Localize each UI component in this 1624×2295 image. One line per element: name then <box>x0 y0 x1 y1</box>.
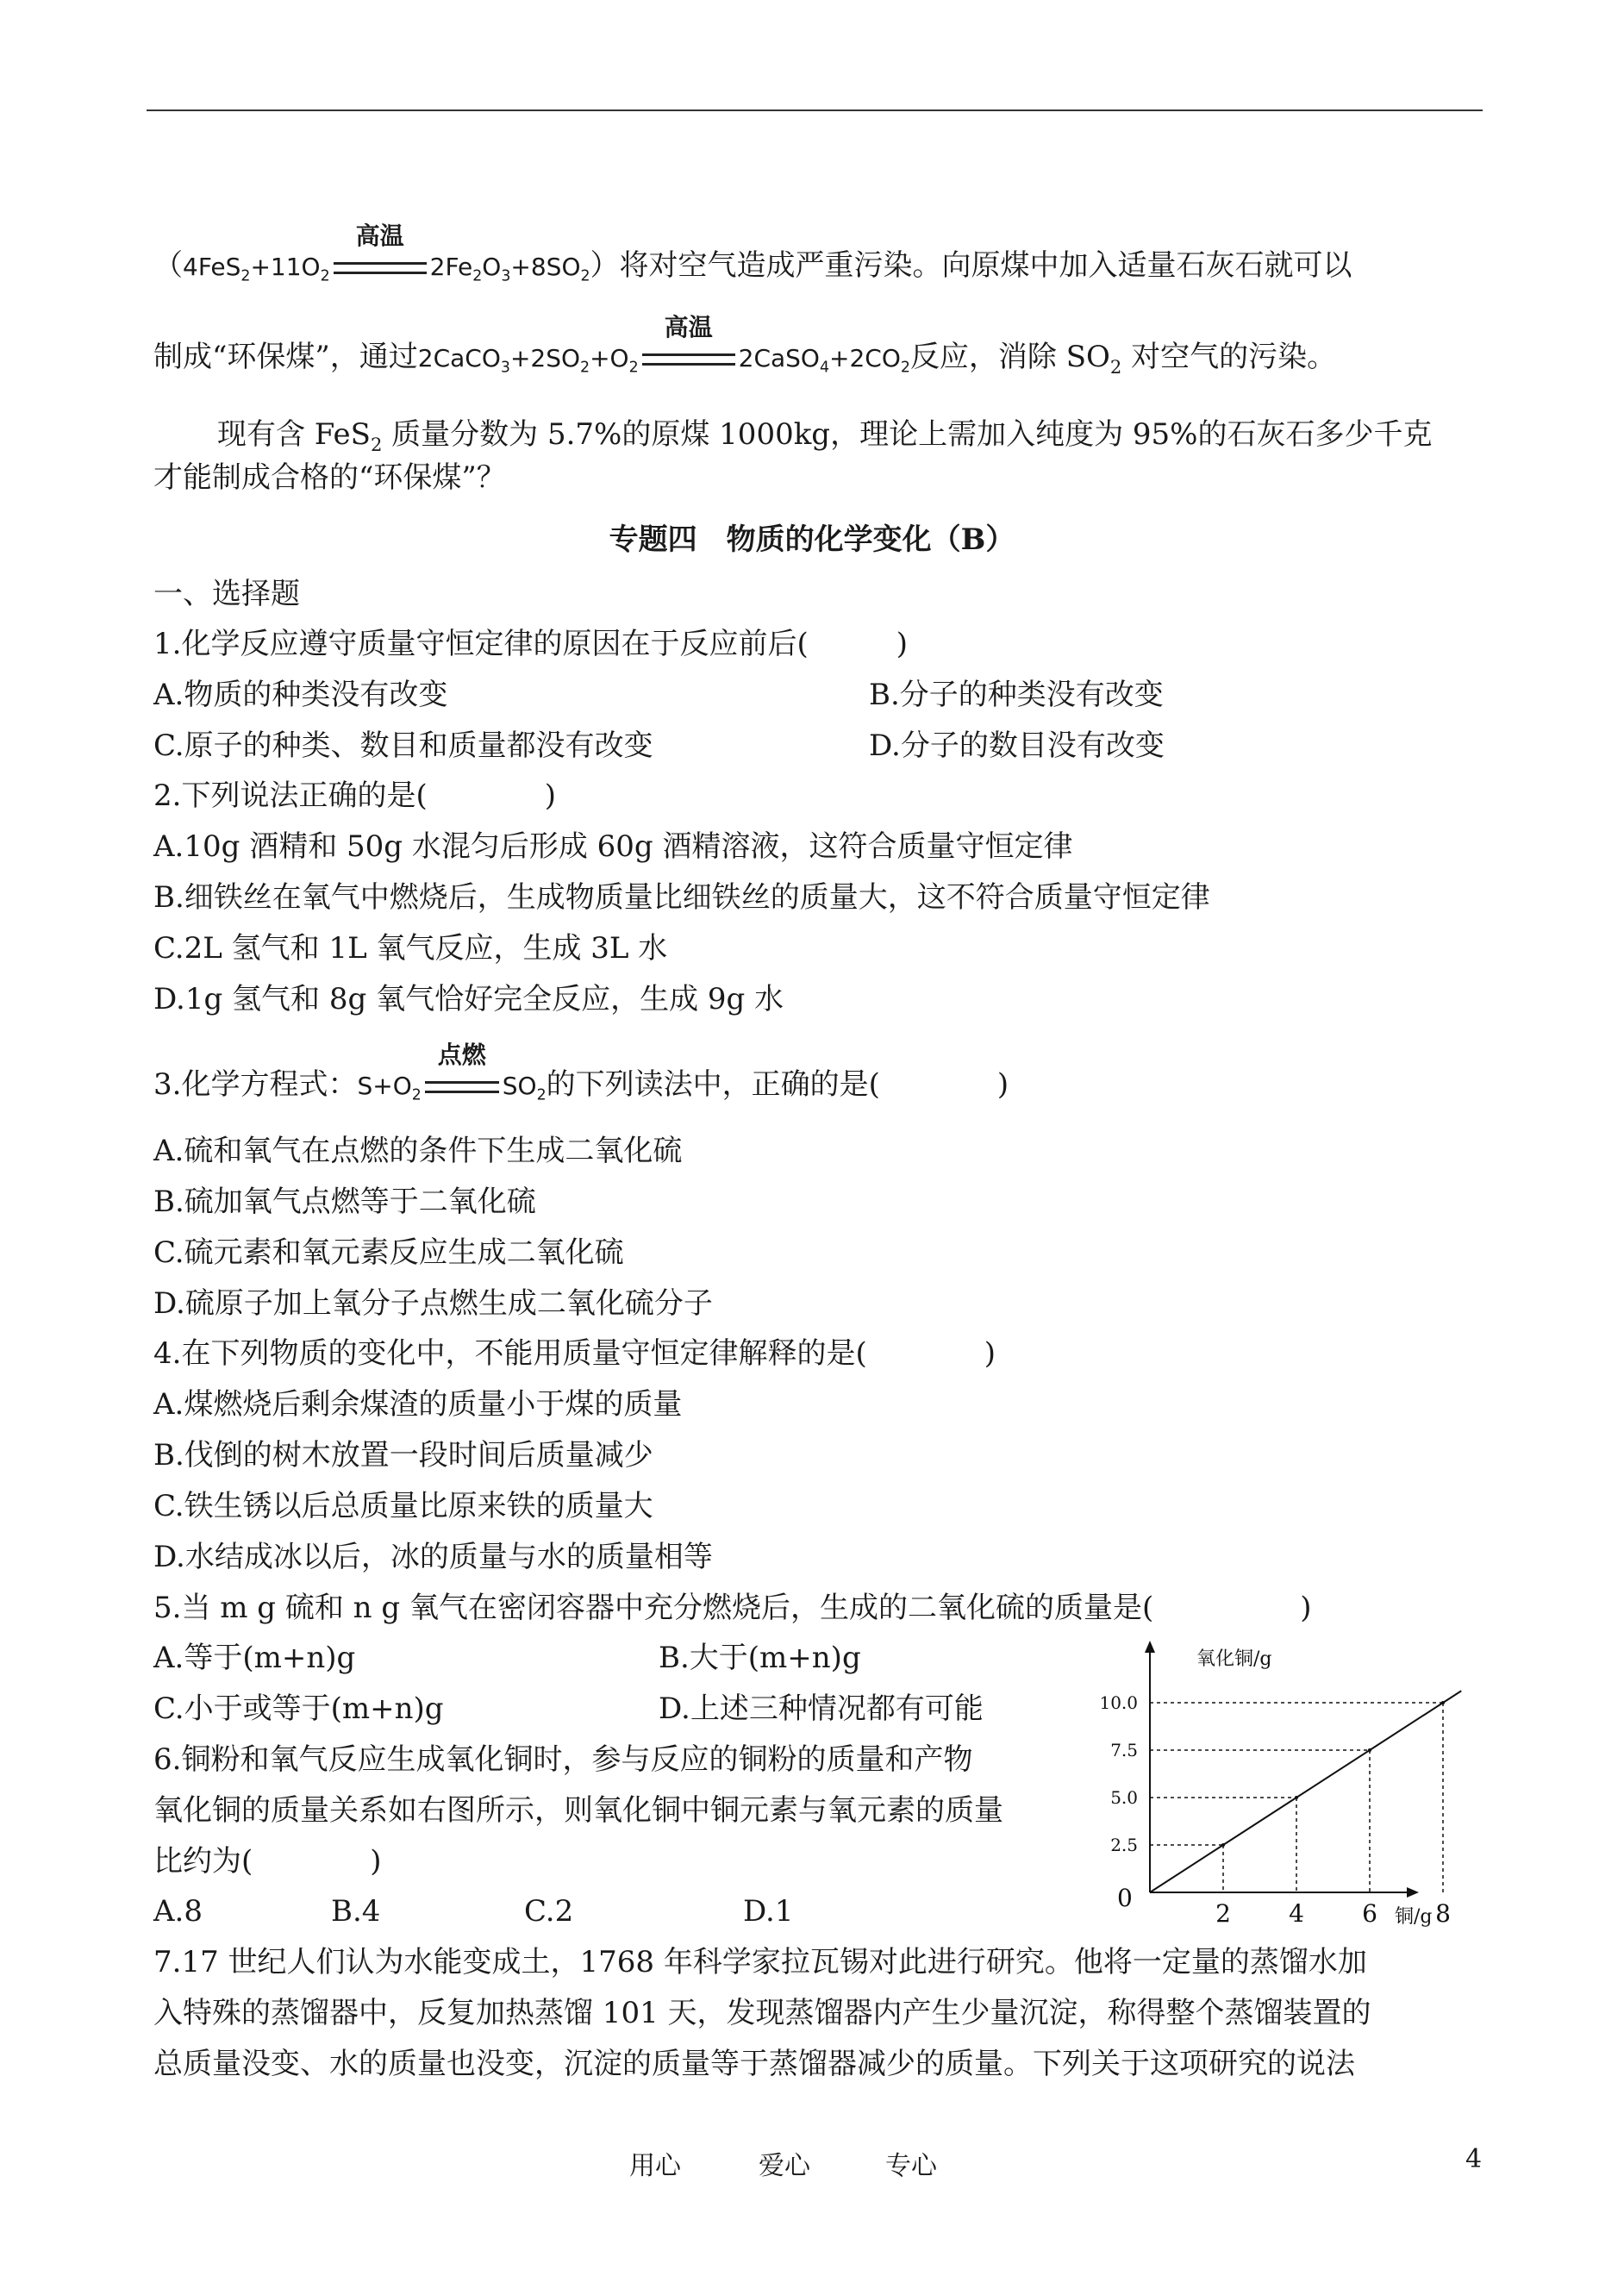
origin-label: 0 <box>1117 1884 1133 1912</box>
q2-option-b: B.细铁丝在氧气中燃烧后，生成物质量比细铁丝的质量大，这不符合质量守恒定律 <box>153 880 1210 915</box>
x-tick-label: 2 <box>1215 1899 1231 1928</box>
q5-option-b: B.大于(m+n)g <box>659 1641 861 1675</box>
eq2-reactants: $2CaCO_3+2SO_2+O_2$ <box>417 344 639 377</box>
q2-option-a: A.10g 酒精和 50g 水混匀后形成 60g 酒精溶液，这符合质量守恒定律 <box>153 829 1073 864</box>
q6-option-c: C.2 <box>524 1894 574 1929</box>
q1-stem: 1.化学反应遵守质量守恒定律的原因在于反应前后( ) <box>153 627 908 661</box>
x-axis-arrow <box>1407 1887 1419 1898</box>
q4-option-a: A.煤燃烧后剩余煤渣的质量小于煤的质量 <box>153 1387 683 1422</box>
y-tick-label: 7.5 <box>1110 1740 1138 1760</box>
y-tick-label: 2.5 <box>1110 1835 1138 1855</box>
section-heading: 一、选择题 <box>153 577 300 611</box>
q7-line-2: 入特殊的蒸馏器中，反复加热蒸馏 101 天，发现蒸馏器内产生少量沉淀，称得整个蒸馏装置的 <box>153 1996 1371 2030</box>
footer-left: 用心 <box>629 2151 681 2181</box>
eq2-condition: 高温 <box>642 341 735 376</box>
copper-oxide-chart <box>1093 1634 1451 1935</box>
intro-line-3: 现有含 FeS$_2$ 质量分数为 5.7%的原煤 1000kg，理论上需加入纯度为 95%的石灰石多少千克 <box>217 417 1433 455</box>
q5-stem: 5.当 m g 硫和 n g 氧气在密闭容器中充分燃烧后，生成的二氧化硫的质量是( ) <box>153 1591 1312 1625</box>
equation-fes2 <box>183 222 590 294</box>
data-point <box>1441 1701 1445 1704</box>
footer-right: 专心 <box>885 2151 937 2181</box>
intro-line-1-text: ）将对空气造成严重污染。向原煤中加入适量石灰石就可以 <box>590 248 1352 283</box>
q2-option-c: C.2L 氢气和 1L 氧气反应，生成 3L 水 <box>153 931 668 966</box>
q3-option-d: D.硫原子加上氧分子点燃生成二氧化硫分子 <box>153 1286 713 1321</box>
page-number: 4 <box>1465 2144 1483 2174</box>
q1-option-a: A.物质的种类没有改变 <box>153 678 448 712</box>
q1-option-d: D.分子的数目没有改变 <box>869 729 1165 763</box>
q4-stem: 4.在下列物质的变化中，不能用质量守恒定律解释的是( ) <box>153 1336 996 1371</box>
header-rule <box>147 109 1483 111</box>
footer-mid: 爱心 <box>759 2151 810 2181</box>
q6-option-d: D.1 <box>743 1894 794 1929</box>
y-tick-label: 10.0 <box>1099 1692 1138 1713</box>
y-axis-arrow <box>1145 1641 1155 1653</box>
equation-sulfur: $S+O_2$ 点燃 $SO_2$ <box>357 1041 547 1104</box>
q6-line-3: 比约为( ) <box>153 1844 382 1879</box>
q1-option-b: B.分子的种类没有改变 <box>869 678 1164 712</box>
intro-line-1: （$4FeS_2+11O_2$ 高温 $2Fe_2O_3+8SO_2$）将对空气造成严重污染。向原煤中加入适量石灰石就可以 <box>153 248 1352 294</box>
q4-option-d: D.水结成冰以后，冰的质量与水的质量相等 <box>153 1540 713 1574</box>
y-axis-label: 氧化铜/g <box>1196 1648 1272 1670</box>
x-tick-label: 4 <box>1289 1899 1304 1928</box>
y-tick-label: 5.0 <box>1110 1787 1138 1808</box>
eq2-products: $2CaSO_4+2CO_2$ <box>738 344 910 377</box>
q5-option-c: C.小于或等于(m+n)g <box>153 1692 444 1726</box>
q6-option-b: B.4 <box>331 1894 381 1929</box>
q6-option-a: A.8 <box>153 1894 203 1929</box>
eq1-reactants: $4FeS_2+11O_2$ <box>183 253 330 285</box>
q3-option-b: B.硫加氧气点燃等于二氧化硫 <box>153 1185 536 1219</box>
q5-option-a: A.等于(m+n)g <box>153 1641 356 1675</box>
x-axis-label: 铜/g <box>1395 1906 1433 1928</box>
data-point <box>1295 1796 1298 1799</box>
data-point <box>1221 1843 1225 1847</box>
q2-stem: 2.下列说法正确的是( ) <box>153 779 556 813</box>
q3-option-c: C.硫元素和氧元素反应生成二氧化硫 <box>153 1235 624 1270</box>
equation-caco3 <box>417 313 910 385</box>
x-tick-label: 8 <box>1435 1899 1451 1928</box>
data-point <box>1368 1748 1371 1752</box>
q5-option-d: D.上述三种情况都有可能 <box>659 1692 984 1726</box>
q1-option-c: C.原子的种类、数目和质量都没有改变 <box>153 729 653 763</box>
x-tick-label: 6 <box>1362 1899 1377 1928</box>
q6-line-2: 氧化铜的质量关系如右图所示，则氧化铜中铜元素与氧元素的质量 <box>153 1793 1003 1828</box>
q4-option-b: B.伐倒的树木放置一段时间后质量减少 <box>153 1438 653 1473</box>
q4-option-c: C.铁生锈以后总质量比原来铁的质量大 <box>153 1489 653 1523</box>
data-line <box>1150 1691 1461 1892</box>
q3-option-a: A.硫和氧气在点燃的条件下生成二氧化硫 <box>153 1134 683 1168</box>
q7-line-1: 7.17 世纪人们认为水能变成土，1768 年科学家拉瓦锡对此进行研究。他将一定量的蒸馏水加 <box>153 1945 1367 1979</box>
q2-option-d: D.1g 氢气和 8g 氧气恰好完全反应，生成 9g 水 <box>153 982 784 1016</box>
intro-line-2: 制成“环保煤”，通过$2CaCO_3+2SO_2+O_2$ 高温 $2CaSO_4+2CO_2$反应，消除 $SO_2$ 对空气的污染。 <box>153 340 1336 385</box>
q7-line-3: 总质量没变、水的质量也没变，沉淀的质量等于蒸馏器减少的质量。下列关于这项研究的说法 <box>153 2047 1355 2081</box>
eq3-condition: 点燃 <box>425 1069 499 1104</box>
q6-line-1: 6.铜粉和氧气反应生成氧化铜时，参与反应的铜粉的质量和产物 <box>153 1742 973 1777</box>
section-title: 专题四 物质的化学变化（B） <box>609 522 1015 557</box>
eq1-products: $2Fe_2O_3+8SO_2$ <box>429 253 590 285</box>
intro-line-4: 才能制成合格的“环保煤”？ <box>153 460 506 495</box>
q3-stem: 3.化学方程式：$S+O_2$ 点燃 $SO_2$的下列读法中，正确的是( ) <box>153 1067 1009 1113</box>
eq1-condition: 高温 <box>334 250 427 285</box>
